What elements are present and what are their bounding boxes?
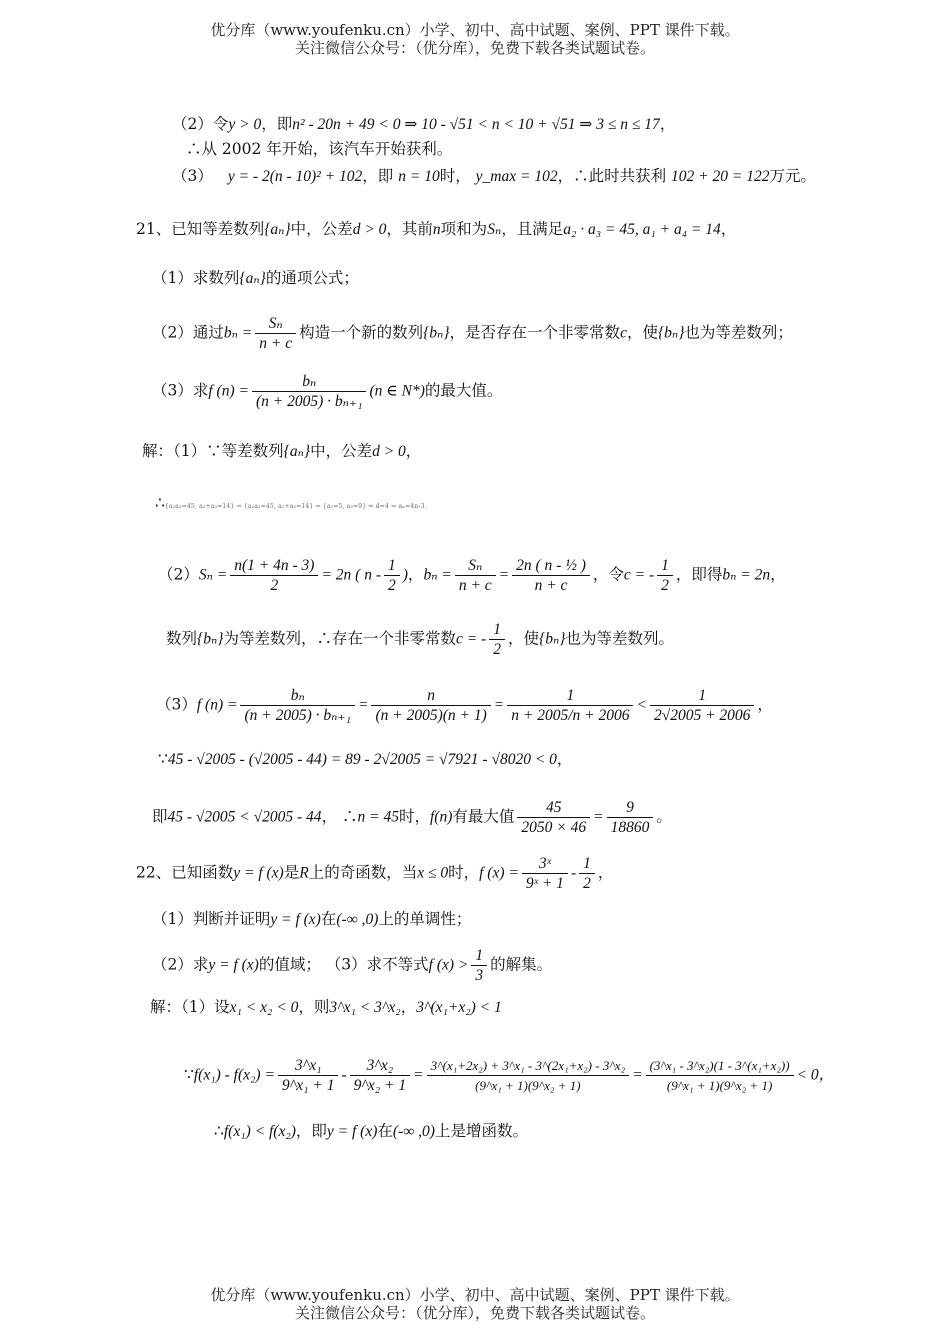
fraction: $\frac{\text{bₙ}}{\text{(n + 2005) · bₙ₊₁}}$ [252,372,367,411]
sol20-conclusion: ∴从 2002 年开始，该汽车开始获利。 [186,140,453,158]
page-header-line1: 优分库（www.youfenku.cn）小学、初中、高中试题、案例、PPT 课件下载。 [210,21,740,39]
fraction: $\frac{\text{(3\textasciicircum{}x₁ - 3\textasciicircum{}x₂)(1 - 3\textasciicircum{}(x₁+x₂))}}{\text{(9\textasciicircum{}x₁ + 1)(9\textasciicircum{}x₂ + 1)}}$ [646,1056,794,1095]
fraction: $\frac{\text{3\textasciicircum{}x₁}}{\text{9\textasciicircum{}x₁ + 1}}$ [278,1056,339,1095]
fraction: $\frac{1}{2}$ [384,556,400,595]
q22-stem: 22、已知函数y = f (x)是R上的奇函数，当x ≤ 0时，f (x) = $\frac{\text{3ˣ}}{\text{9ˣ + 1}}$ - $\frac{1}{2}$ ， [136,855,614,892]
fraction: $\frac{1}{2√2005 + 2006}$ [650,686,754,725]
fraction: $\frac{\text{Sₙ}}{n + c}$ [455,556,496,595]
fraction: $\frac{1}{2}$ [657,556,673,595]
page-footer-line2: 关注微信公众号：（优分库），免费下载各类试题试卷。 [294,1304,655,1322]
fraction: $\frac{1}{2}$ [579,854,595,893]
page-header-line2: 关注微信公众号：（优分库），免费下载各类试题试卷。 [294,39,655,57]
sol21-part3: （3）f (n) = $\frac{\text{bₙ}}{\text{(n + 2005) · bₙ₊₁}}$ = $\frac{n}{(n + 2005)(n + 1)}$ = $\frac{1}{n + 2005/n + 2006}$ < $\frac{1}{2√2005 + 2006}$ ， [156,687,773,724]
q21-sub1: （1）求数列{aₙ}的通项公式； [152,269,359,287]
fraction: $\frac{45}{2050 \times 46}$ [517,798,590,837]
sol20-part3: （3） y = - 2(n - 10)² + 102，即 n = 10时， y_max = 102，∴此时共获利 102 + 20 = 122万元。 [172,167,816,185]
fraction: $\frac{1}{3}$ [471,946,487,985]
sol22-conclusion: ∴f(x₁) < f(x₂)，即y = f (x)在(-∞ ,0)上是增函数。 [214,1122,528,1140]
sol21-tiny-system: ∴{a₂a₃=45, a₂+a₃=14} ⇒ {a₂a₃=45, a₂+a₃=14} ⇒ {a₂=5, a₃=9} ⇒ d=4 ⇒ aₙ=4n-3。 [155,494,431,512]
q21-stem: 21、已知等差数列{aₙ}中，公差d > 0，其前n项和为Sₙ，且满足a₂ · a₃ = 45, a₁ + a₄ = 14， [136,220,737,238]
fraction: $\frac{\text{3\textasciicircum{}(x₁+2x₂) + 3\textasciicircum{}x₁ - 3\textasciicircum{}(2x₁+x₂) - 3\textasciicircum{}x₂}}{\text{(9\textasciicircum{}x₁ + 1)(9\textasciicircum{}x₂ + 1)}}$ [427,1056,629,1095]
fraction: $\frac{1}{n + 2005/n + 2006}$ [507,686,633,725]
fraction: $\frac{1}{2}$ [489,620,505,659]
fraction: $\frac{\text{2n ( n - ½ )}}{n + c}$ [512,556,590,595]
fraction: $\frac{\text{3ˣ}}{\text{9ˣ + 1}}$ [522,854,568,893]
page-footer-line1: 优分库（www.youfenku.cn）小学、初中、高中试题、案例、PPT 课件下载。 [210,1286,740,1304]
q22-sub2-3: （2）求y = f (x)的值域； （3）求不等式f (x) > $\frac{1}{3}$ 的解集。 [152,947,553,984]
q22-sub1: （1）判断并证明y = f (x)在(-∞ ,0)上的单调性； [152,910,472,928]
fraction: $\frac{n}{(n + 2005)(n + 1)}$ [371,686,490,725]
fraction: $\frac{9}{18860}$ [607,798,654,837]
sol21-max-value: 即45 - √2005 < √2005 - 44， ∴n = 45时，f(n)有最大值 $\frac{45}{2050 \times 46}$ = $\frac{9}{18860}$ 。 [152,799,672,836]
q21-sub2: （2）通过bₙ = $\frac{\text{Sₙ}}{n + c}$ 构造一个新的数列{bₙ}，是否存在一个非零常数c，使{bₙ}也为等差数列； [152,315,793,352]
q21-sub3: （3）求f (n) = $\frac{\text{bₙ}}{\text{(n + 2005) · bₙ₊₁}}$ (n ∈ N*)的最大值。 [152,373,503,410]
fraction: $\frac{\text{3\textasciicircum{}x₂}}{\text{9\textasciicircum{}x₂ + 1}}$ [350,1056,411,1095]
sol20-part2: （2）令y > 0，即n² - 20n + 49 < 0 ⇒ 10 - √51 < n < 10 + √51 ⇒ 3 ≤ n ≤ 17， [172,115,676,133]
sol22-part1: 解：（1）设x₁ < x₂ < 0，则3^x₁ < 3^x₂，3^(x₁+x₂) < 1 [150,998,502,1016]
fraction: $\frac{n(1 + 4n - 3)}{2}$ [230,556,318,595]
sol21-part2: （2）Sₙ = $\frac{n(1 + 4n - 3)}{2}$ = 2n ( n - $\frac{1}{2}$ )，bₙ = $\frac{\text{Sₙ}}{n + c}$ = $\frac{\text{2n ( n - ½ )}}{n + c}$ ，令c = - $\frac{1}{2}$ ，即得bₙ = 2n， [158,557,786,594]
sol21-because: ∵45 - √2005 - (√2005 - 44) = 89 - 2√2005 = √7921 - √8020 < 0， [158,750,573,768]
fraction: $\frac{\text{Sₙ}}{n + c}$ [255,314,296,353]
sol21-part2-conclusion: 数列{bₙ}为等差数列，∴存在一个非零常数c = - $\frac{1}{2}$ ，使{bₙ}也为等差数列。 [166,621,674,658]
sol21-part1: 解：（1）∵等差数列{aₙ}中，公差d > 0， [142,442,422,460]
sol22-difference: ∵f(x₁) - f(x₂) = $\frac{\text{3\textasciicircum{}x₁}}{\text{9\textasciicircum{}x₁ + 1}}$ - $\frac{\text{3\textasciicircum{}x₂}}{\text{9\textasciicircum{}x₂ + 1}}$ = $\frac{\text{3\textasciicircum{}(x₁+2x₂) + 3\textasciicircum{}x₁ - 3\textasciicircum{}(2x₁+x₂) - 3\textasciicircum{}x₂}}{\text{(9\textasciicircum{}x₁ + 1)(9\textasciicircum{}x₂ + 1)}}$ = $\frac{\text{(3\textasciicircum{}x₁ - 3\textasciicircum{}x₂)(1 - 3\textasciicircum{}(x₁+x₂))}}{\text{(9\textasciicircum{}x₁ + 1)(9\textasciicircum{}x₂ + 1)}}$ < 0， [184,1057,835,1094]
fraction: $\frac{\text{bₙ}}{\text{(n + 2005) · bₙ₊₁}}$ [240,686,355,725]
